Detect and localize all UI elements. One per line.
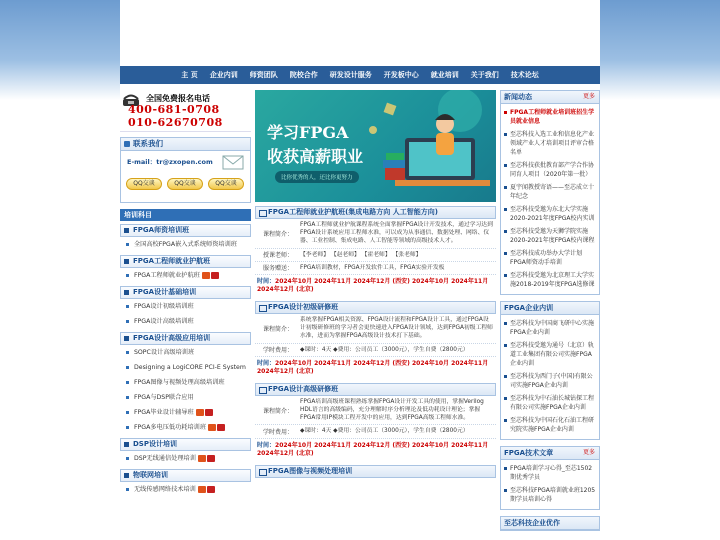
- course-title[interactable]: FPGA工程师就业护航班(集成电路方向 人工智能方向): [255, 206, 496, 219]
- hero-banner[interactable]: [255, 90, 496, 202]
- course-schedule-dates: 2024年10月 2024年11月 2024年12月 (西安) 2024年10月 2024年11月 2024年12月 (北京): [257, 278, 489, 294]
- page-content: [120, 84, 600, 540]
- training-category[interactable]: FPGA设计基础培训: [120, 286, 251, 299]
- hot-badge-icon: [217, 424, 225, 431]
- banner-headline-1: 学习FPGA: [267, 123, 349, 142]
- training-course-label: FPGA设计高级培训班: [134, 318, 194, 325]
- course-schedule-dates: 2024年10月 2024年11月 2024年12月 (西安) 2024年10月 2024年11月 2024年12月 (北京): [257, 359, 489, 375]
- new-badge-icon: [198, 486, 206, 493]
- training-course-label: DSP无线通信处理培训: [134, 455, 196, 462]
- enterprise-item[interactable]: 至芯科技为中石油长城钻探工程有限公司实施FPGA企业内训: [501, 392, 599, 414]
- training-category[interactable]: FPGA设计高级应用培训: [120, 332, 251, 345]
- training-category[interactable]: FPGA工程师就业护航班: [120, 255, 251, 268]
- training-course-link[interactable]: [120, 345, 251, 360]
- course-info-row: [255, 314, 496, 344]
- nav-item-5[interactable]: 开发板中心: [383, 71, 419, 79]
- training-course-label: 无线传感网络技术培训: [134, 486, 196, 493]
- hot-badge-icon: [211, 272, 219, 279]
- articles-item[interactable]: 至芯科技FPGA培训就业班1205期学员培训心得: [501, 484, 599, 506]
- course-info-row: [255, 396, 496, 426]
- course-info-key: 服务赠送：: [262, 265, 293, 273]
- articles-box: [500, 446, 600, 510]
- course-schedule-label: 时间：: [257, 441, 276, 449]
- course-info-row: [255, 249, 496, 262]
- course-info-row: [255, 344, 496, 357]
- nav-item-6[interactable]: 就业培训: [430, 71, 459, 79]
- course-info-key: 学时费用：: [262, 429, 293, 437]
- training-course-label: FPGA与DSP联合应用: [134, 394, 194, 401]
- news-item[interactable]: 夏宇闻教授寄语——至芯成立十年纪念: [501, 181, 599, 203]
- banner-headline-2: 收获高薪职业: [267, 147, 364, 166]
- contact-title: 联系我们: [120, 137, 251, 151]
- course-schedule-label: 时间：: [257, 278, 276, 286]
- course-info-value: 系统掌握FPGA相关资源、FPGA设计流程和FPGA设计工具，通过FPGA设计初级研修班的学习者会更快速进入FPGA设计领域，达到FPGA初级工程师水准，进而为掌握FPGA高级设计技术打下基础。: [300, 317, 493, 340]
- banner-tagline: 比你优秀的人，还比你更努力: [275, 171, 359, 183]
- new-badge-icon: [198, 455, 206, 462]
- new-badge-icon: [196, 409, 204, 416]
- news-item[interactable]: FPGA工程师就业培训班招生学员就业信息: [501, 106, 599, 128]
- training-course-label: Designing a LogiCORE PCI-E System: [134, 364, 246, 371]
- course-title[interactable]: FPGA设计高级研修班: [255, 383, 496, 396]
- training-course-link[interactable]: [120, 237, 251, 252]
- course-info-key: 授课老师：: [262, 252, 293, 260]
- qq-chat-button-2[interactable]: QQ交谈: [167, 178, 203, 190]
- training-course-link[interactable]: [120, 360, 251, 375]
- main-nav: [120, 66, 600, 84]
- hotline-number-1: 400-681-0708: [128, 103, 220, 116]
- course-info-key: 学时费用：: [262, 347, 293, 355]
- new-badge-icon: [202, 272, 210, 279]
- nav-item-4[interactable]: 研发设计服务: [329, 71, 372, 79]
- enterprise-item[interactable]: 至芯科技受邀为通号（北京）轨道工业集团有限公司实施FPGA企业内训: [501, 339, 599, 370]
- qq-chat-button-3[interactable]: QQ交谈: [208, 178, 244, 190]
- training-category[interactable]: FPGA师资培训班: [120, 224, 251, 237]
- contact-box: [120, 151, 251, 203]
- enterprise-box: [500, 301, 600, 440]
- news-more-link[interactable]: 更多: [582, 93, 595, 100]
- news-item[interactable]: 至芯科技入选工业和信息化产业领域产业人才培训项目评审合格名单: [501, 128, 599, 159]
- nav-item-2[interactable]: 师资团队: [249, 71, 278, 79]
- enterprise-item[interactable]: 至芯科技为西门子(中国)有限公司实施FPGA企业内训: [501, 370, 599, 392]
- left-column: [120, 90, 251, 497]
- training-course-label: SOPC设计高级培训班: [134, 349, 195, 356]
- news-item[interactable]: 至芯科技受邀为北京理工大学实施2018-2019年度FPGA选修课: [501, 269, 599, 291]
- hotline-box: [120, 90, 251, 132]
- training-course-link[interactable]: [120, 299, 251, 314]
- nav-item-3[interactable]: 院校合作: [289, 71, 318, 79]
- enterprise-item[interactable]: 至芯科技为中国石化石油工程研究院实施FPGA企业内训: [501, 414, 599, 436]
- nav-item-0[interactable]: 主 页: [181, 71, 198, 79]
- news-title: 新闻动态: [504, 93, 532, 101]
- new-badge-icon: [208, 424, 216, 431]
- course-schedule-dates: 2024年10月 2024年11月 2024年12月 (西安) 2024年10月 2024年11月 2024年12月 (北京): [257, 441, 489, 457]
- articles-item[interactable]: FPGA培训学习心得_至芯1502期优秀学员: [501, 462, 599, 484]
- training-course-link[interactable]: [120, 451, 251, 466]
- training-course-label: FPGA工程师就业护航班: [134, 272, 200, 279]
- hot-badge-icon: [205, 409, 213, 416]
- envelope-icon: [222, 155, 244, 170]
- course-info-key: 课程简介：: [262, 407, 293, 415]
- articles-title: FPGA技术文章: [504, 449, 554, 457]
- header-area: [120, 0, 600, 66]
- course-schedule: [255, 275, 496, 297]
- course-schedule-label: 时间：: [257, 359, 276, 367]
- training-course-label: FPGA毕业设计辅导班: [134, 409, 194, 416]
- course-schedule: [255, 439, 496, 461]
- hot-badge-icon: [207, 455, 215, 462]
- course-info-value: FPGA培训高级班课程熟练掌握FPGA设计开发工具的使用，掌握Verilog HDL语言的高级编码，充分理解时序分析理论及低功耗设计理论；掌握FPGA常用IP模块工程开发中的应用，达到FPGA高级工程师水准。: [300, 398, 484, 422]
- enterprise-title: FPGA企业内训: [504, 304, 554, 312]
- news-item[interactable]: 至芯科技成功举办大学计划FPGA师资动手培训: [501, 247, 599, 269]
- course-schedule: [255, 357, 496, 379]
- course-info-row: [255, 425, 496, 438]
- news-item[interactable]: 至芯科技受邀为天狮学院实施2020-2021年度FPGA校内课程: [501, 225, 599, 247]
- training-course-label: 全国高校FPGA嵌入式系统师资培训班: [134, 241, 237, 248]
- training-course-link[interactable]: [120, 375, 251, 390]
- training-course-link[interactable]: [120, 405, 251, 420]
- course-info-row: [255, 262, 496, 275]
- training-categories: [120, 224, 251, 497]
- training-course-link[interactable]: [120, 482, 251, 497]
- training-course-link[interactable]: [120, 314, 251, 329]
- course-info-value: ◆课时：4天 ◆费用：公司员工（3000元），学生自费（2800元）: [300, 346, 469, 353]
- news-item[interactable]: 至芯科技受邀为东北大学实施2020-2021年度FPGA校内实训: [501, 203, 599, 225]
- training-course-link[interactable]: [120, 390, 251, 405]
- hotline-number-2: 010-62670708: [128, 116, 223, 129]
- course-info-row: [255, 219, 496, 249]
- news-box: [500, 90, 600, 295]
- training-category[interactable]: DSP设计培训: [120, 438, 251, 451]
- email-link[interactable]: E-mail：tr@zxopen.com: [127, 158, 213, 166]
- course-info-value: 【李老师】 【赵老师】 【霍老师】 【张老师】: [300, 251, 422, 258]
- course-title[interactable]: FPGA设计初级研修班: [255, 301, 496, 314]
- course-title[interactable]: FPGA图像与视频处理培训: [255, 465, 496, 478]
- course-info-key: 课程简介：: [262, 325, 293, 333]
- bottom-box-title: 至芯科技企业优作: [504, 519, 560, 527]
- course-info-value: ◆课时：4天 ◆费用：公司员工（3000元），学生自费（2800元）: [300, 428, 469, 435]
- training-category[interactable]: 物联网培训: [120, 469, 251, 482]
- training-course-link[interactable]: [120, 268, 251, 283]
- hotline-title: 全国免费报名电话: [146, 93, 210, 103]
- bottom-box: [500, 516, 600, 531]
- news-item[interactable]: 至芯科技获批教育部产学合作协同育人项目（2020年第一批）: [501, 159, 599, 181]
- center-column: [255, 90, 496, 478]
- right-column: [500, 90, 600, 537]
- nav-item-7[interactable]: 关于我们: [470, 71, 499, 79]
- hot-badge-icon: [207, 486, 215, 493]
- training-course-label: FPGA设计初级培训班: [134, 303, 194, 310]
- enterprise-item[interactable]: 至芯科技为中国商飞研中心实施FPGA企业内训: [501, 317, 599, 339]
- articles-more-link[interactable]: 更多: [582, 449, 595, 456]
- training-course-label: FPGA图像与视频处理高级培训班: [134, 379, 225, 386]
- training-course-link[interactable]: [120, 420, 251, 435]
- course-list: [255, 206, 496, 478]
- course-info-value: FPGA工程师就业护航课程系统全面掌握FPGA设计开发技术，通过学习达到FPGA设计系统应用工程师水准，可以成为从事通信、数据处理、网络、仪器、工业控制、集成电路、人工智能等领域的高级技术人才。: [300, 222, 493, 245]
- nav-item-1[interactable]: 企业内训: [209, 71, 238, 79]
- course-info-key: 课程简介：: [262, 230, 293, 238]
- qq-chat-button-1[interactable]: QQ交谈: [126, 178, 162, 190]
- training-subjects-title: 培训科目: [120, 209, 251, 221]
- training-course-label: FPGA多电压低功耗培训班: [134, 424, 207, 431]
- nav-item-8[interactable]: 技术论坛: [510, 71, 539, 79]
- course-info-value: FPGA培训教材，FPGA开发软件工具，FPGA实验开发板: [300, 264, 445, 271]
